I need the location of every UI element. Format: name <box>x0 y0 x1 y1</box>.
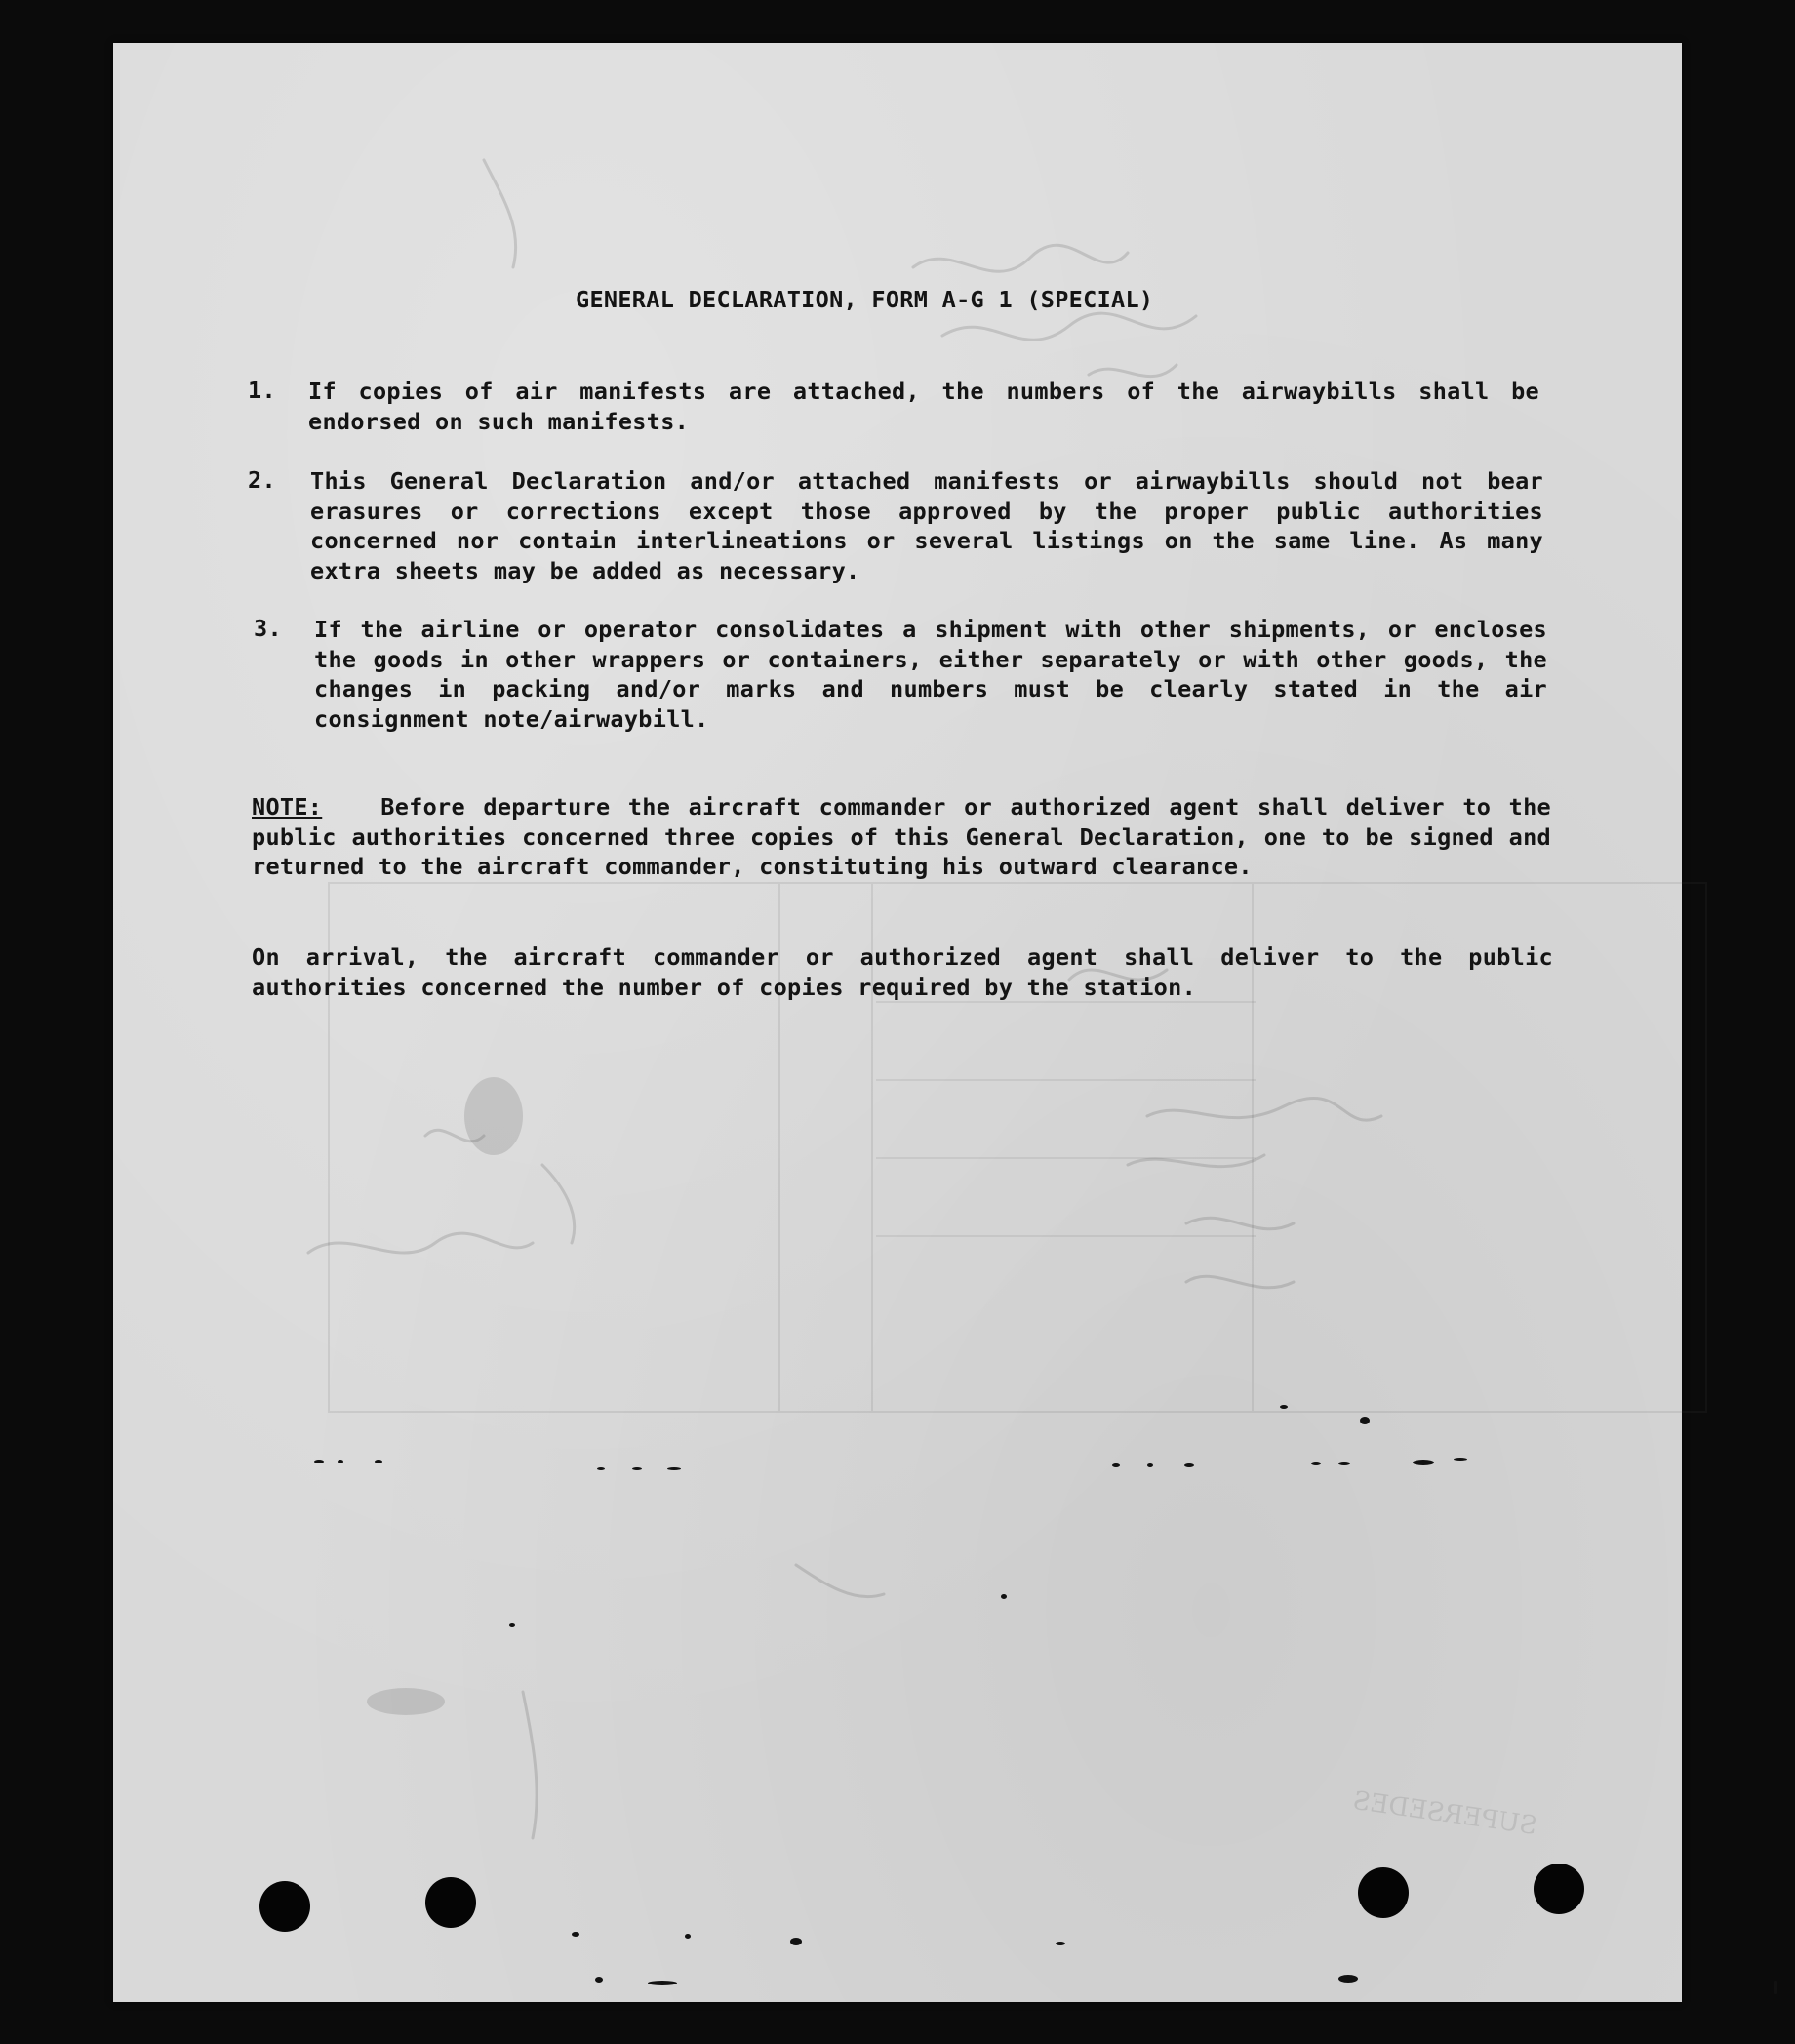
scan-speck <box>1413 1460 1434 1465</box>
arrival-paragraph: On arrival, the aircraft commander or authorized agent shall deliver to the public authorities concerned the number of copies required by the station. <box>252 943 1553 1001</box>
scan-speck <box>509 1623 515 1627</box>
item-1-text: If copies of air manifests are attached, the numbers of the airwaybills shall be endorsed on such manifests. <box>308 378 1539 435</box>
item-2-number: 2. <box>248 466 276 494</box>
scan-speck <box>1056 1942 1065 1945</box>
scan-speck <box>1280 1405 1288 1409</box>
scan-speck <box>597 1467 605 1470</box>
scan-speck <box>1454 1458 1467 1461</box>
scan-speck <box>314 1460 324 1463</box>
scan-speck <box>667 1467 681 1470</box>
bleed-through-stamp: SUPERSEDES <box>1350 1785 1539 1842</box>
item-3-text: If the airline or operator consolidates a shipment with other shipments, or encloses the goods in other wrappers or containers, either separately or with other goods, the changes in packing and/or marks and numbers must be clearly stated in the air consignment note/airwaybill. <box>314 616 1547 733</box>
scan-speck <box>1184 1463 1194 1467</box>
punch-hole <box>1534 1864 1584 1914</box>
scan-speck <box>1360 1417 1370 1424</box>
punch-hole <box>1358 1867 1409 1918</box>
scan-speck <box>685 1934 691 1939</box>
item-2-text: This General Declaration and/or attached manifests or airwaybills should not bear erasures or corrections except those approved by the proper public authorities concerned nor contain interlineations or several listings on the same line. As many extra sheets may be added as necessary. <box>310 467 1543 584</box>
scan-speck <box>1112 1463 1120 1467</box>
document-title: GENERAL DECLARATION, FORM A-G 1 (SPECIAL) <box>576 286 1154 313</box>
item-3-number: 3. <box>254 615 282 642</box>
note-label: NOTE: <box>252 793 323 821</box>
scan-speck <box>1311 1462 1321 1465</box>
note-text: Before departure the aircraft commander or authorized agent shall deliver to the public authorities concerned three copies of this General Declaration, one to be signed and returned to the aircraft commander, constituting his outward clearance. <box>252 793 1551 880</box>
scan-speck <box>648 1981 677 1985</box>
scan-speck <box>1001 1594 1007 1599</box>
scan-speck <box>1147 1463 1153 1467</box>
item-1-number: 1. <box>248 377 276 404</box>
scan-speck <box>790 1938 802 1945</box>
scan-speck <box>1338 1462 1350 1465</box>
scan-speck <box>572 1932 579 1937</box>
punch-hole <box>259 1881 310 1932</box>
scan-speck <box>338 1460 343 1463</box>
punch-hole <box>425 1877 476 1928</box>
scan-speck <box>375 1460 382 1463</box>
scan-speck <box>595 1977 603 1983</box>
scan-speck <box>632 1467 642 1470</box>
note-paragraph <box>252 792 1551 882</box>
scan-speck <box>1774 1981 1777 1994</box>
scan-speck <box>1338 1975 1358 1983</box>
